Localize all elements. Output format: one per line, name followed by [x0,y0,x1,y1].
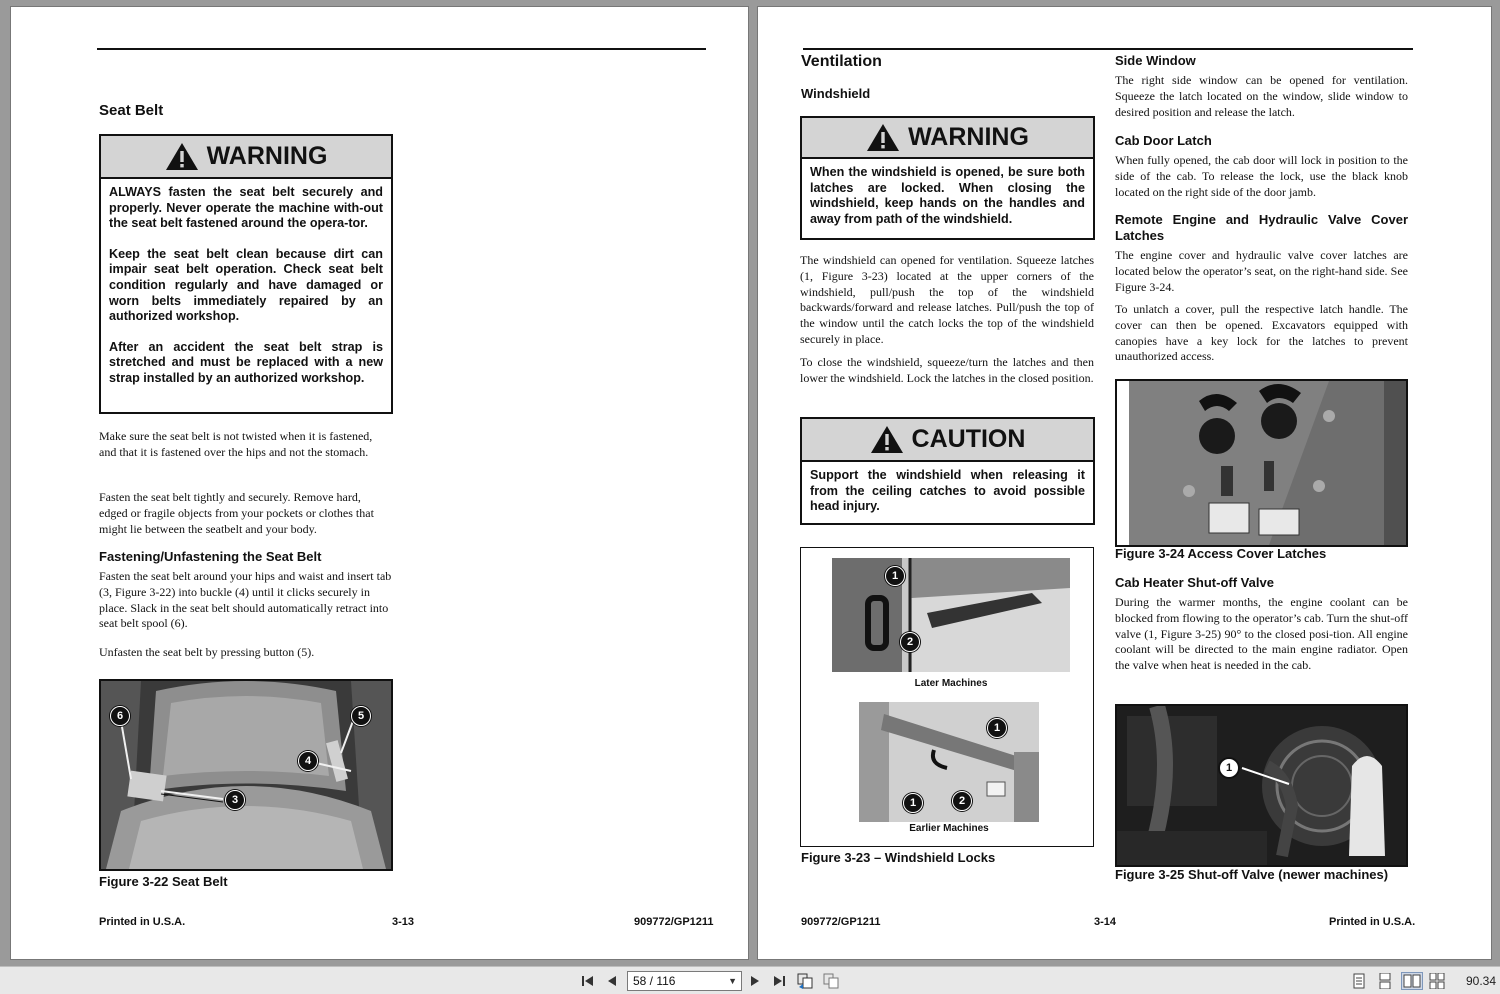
warning-paragraph: ALWAYS fasten the seat belt securely and properly. Never operate the machine with-out the seat belt fastened around the opera-tor. [109,185,383,231]
first-page-icon [581,974,595,988]
figure-caption: Figure 3-22 Seat Belt [99,874,228,889]
header-rule [97,48,706,50]
first-page-button[interactable] [579,972,597,990]
subheading: Remote Engine and Hydraulic Valve Cover Latches [1115,212,1408,243]
warning-triangle-icon [165,142,199,171]
last-page-button[interactable] [770,972,788,990]
later-machines-photo [832,558,1070,672]
callout-2: 2 [900,632,920,652]
windshield-locks-figure [800,547,1094,847]
paragraph: During the warmer months, the engine coolant can be blocked from flowing to the operator’s cab. Turn the shut-off valve (1, Figure 3-25) 90° to the closed posi-tion. All engine coolant will be directed to the main engine radiator. Open the valve when heat is needed in the cab. [1115,595,1408,673]
figure-label-later: Later Machines [914,678,988,689]
callout-1: 1 [1219,758,1239,778]
viewer-toolbar [0,966,1500,994]
footer-right: 909772/GP1211 [634,916,714,928]
paragraph: The windshield can opened for ventilation. Squeeze latches (1, Figure 3-23) located at the upper corners of the windshield, pull/push the top of the windshield backwards/forward and release latches. Pull/push the top of the window until the catch locks the top of the windshield securely in place. [800,253,1094,346]
next-page-button[interactable] [746,972,764,990]
shut-off-valve-photo [1115,704,1408,867]
zoom-level[interactable]: 90.34 [1466,974,1497,988]
paragraph: The engine cover and hydraulic valve cover latches are located below the operator’s seat, on the right-hand side. See Figure 3-24. [1115,248,1408,294]
last-page-icon [772,974,786,988]
warning-box [800,116,1095,240]
warning-paragraph: After an accident the seat belt strap is stretched and must be replaced with a new strap installed by an authorized workshop. [109,339,383,385]
caution-header [802,419,1093,462]
callout-3: 3 [225,790,245,810]
single-page-icon [1352,973,1366,989]
paragraph: Fasten the seat belt around your hips and waist and insert tab (3, Figure 3-22) into buckle (4) until it clicks securely in place. Slack in the seat belt should automatically retract into seat belt spool (6). [99,569,392,631]
subheading: Windshield [801,86,871,101]
prev-page-icon [605,974,619,988]
continuous-facing-button[interactable] [1428,972,1446,990]
page-indicator: 58 / 116 [633,974,676,988]
header-rule [803,48,1413,50]
warning-paragraph: Keep the seat belt clean because dirt can impair seat belt operation. Check seat belt condition regularly and have damaged or worn belts immediately repaired by an authorized workshop. [109,246,383,324]
section-title: Ventilation [801,53,882,70]
page-number: 3-14 [1094,916,1117,928]
prev-page-button[interactable] [603,972,621,990]
next-page-icon [748,974,762,988]
paragraph: The right side window can be opened for ventilation. Squeeze the latch located on the window, slide window to desired position and release the latch. [1115,73,1408,119]
chevron-down-icon[interactable]: ▼ [728,976,737,986]
callout-1: 1 [987,718,1007,738]
paragraph: To unlatch a cover, pull the respective latch handle. The cover can then be opened. Excavators equipped with canopies have a key lock for the latches to prevent unauthorized access. [1115,302,1408,364]
footer-left: Printed in U.S.A. [99,916,186,928]
footer-left: 909772/GP1211 [801,916,881,928]
continuous-facing-icon [1429,973,1445,989]
latches-illustration [1129,381,1408,545]
warning-text: When the windshield is opened, be sure both latches are locked. When closing the windshield, keep hands on the handles and away from path of the windshield. [810,165,1085,226]
callout-6: 6 [110,706,130,726]
caution-text: Support the windshield when releasing it from the ceiling catches to avoid possible head injury. [810,468,1085,514]
figure-caption: Figure 3-23 – Windshield Locks [801,850,996,865]
next-view-button[interactable] [822,972,840,990]
previous-view-icon [797,973,813,989]
callout-1: 1 [885,566,905,586]
right-page [757,6,1492,960]
paragraph: Make sure the seat belt is not twisted when it is fastened, and that it is fastened over the hips and not the stomach. [99,429,373,459]
subheading: Side Window [1115,53,1196,68]
warning-header [101,136,391,179]
section-title: Seat Belt [99,102,164,119]
warning-box [99,134,393,414]
warning-text [101,179,391,393]
page-number-field[interactable] [627,971,742,991]
page-number: 3-13 [392,916,415,928]
warning-label: WARNING [206,142,328,170]
continuous-button[interactable] [1376,972,1394,990]
access-cover-latches-photo [1115,379,1408,547]
callout-2: 2 [952,791,972,811]
continuous-icon [1378,973,1392,989]
callout-4: 4 [298,751,318,771]
previous-view-button[interactable] [796,972,814,990]
caution-label: CAUTION [911,425,1026,453]
subheading: Fastening/Unfastening the Seat Belt [99,549,322,564]
next-view-icon [823,973,839,989]
seat-illustration [101,681,391,869]
left-page [10,6,749,960]
facing-pages-button[interactable] [1401,972,1423,990]
warning-triangle-icon [870,425,904,454]
paragraph: When fully opened, the cab door will lock in position to the side of the cab. To release the lock, use the black knob located on the right side of the door jamb. [1115,153,1408,199]
figure-label-earlier: Earlier Machines [909,823,989,834]
warning-triangle-icon [866,123,900,152]
single-page-button[interactable] [1350,972,1368,990]
subheading: Cab Door Latch [1115,133,1212,148]
seat-belt-photo [99,679,393,871]
paragraph: To close the windshield, squeeze/turn the latches and then lower the windshield. Lock the latches in the closed position. [800,355,1094,385]
footer-right: Printed in U.S.A. [1329,916,1416,928]
callout-1: 1 [903,793,923,813]
figure-caption: Figure 3-25 Shut-off Valve (newer machines) [1115,867,1389,882]
facing-pages-icon [1403,974,1421,988]
caution-box [800,417,1095,525]
paragraph: Fasten the seat belt tightly and securely. Remove hard, edged or fragile objects from your pockets or clothes that might lie between the seatbelt and your body. [99,490,374,536]
earlier-machines-photo [859,702,1039,822]
subheading: Cab Heater Shut-off Valve [1115,575,1274,590]
warning-header [802,118,1093,159]
figure-caption: Figure 3-24 Access Cover Latches [1115,546,1327,561]
valve-illustration [1117,706,1406,865]
paragraph: Unfasten the seat belt by pressing button (5). [99,645,315,659]
callout-5: 5 [351,706,371,726]
warning-label: WARNING [908,123,1029,151]
